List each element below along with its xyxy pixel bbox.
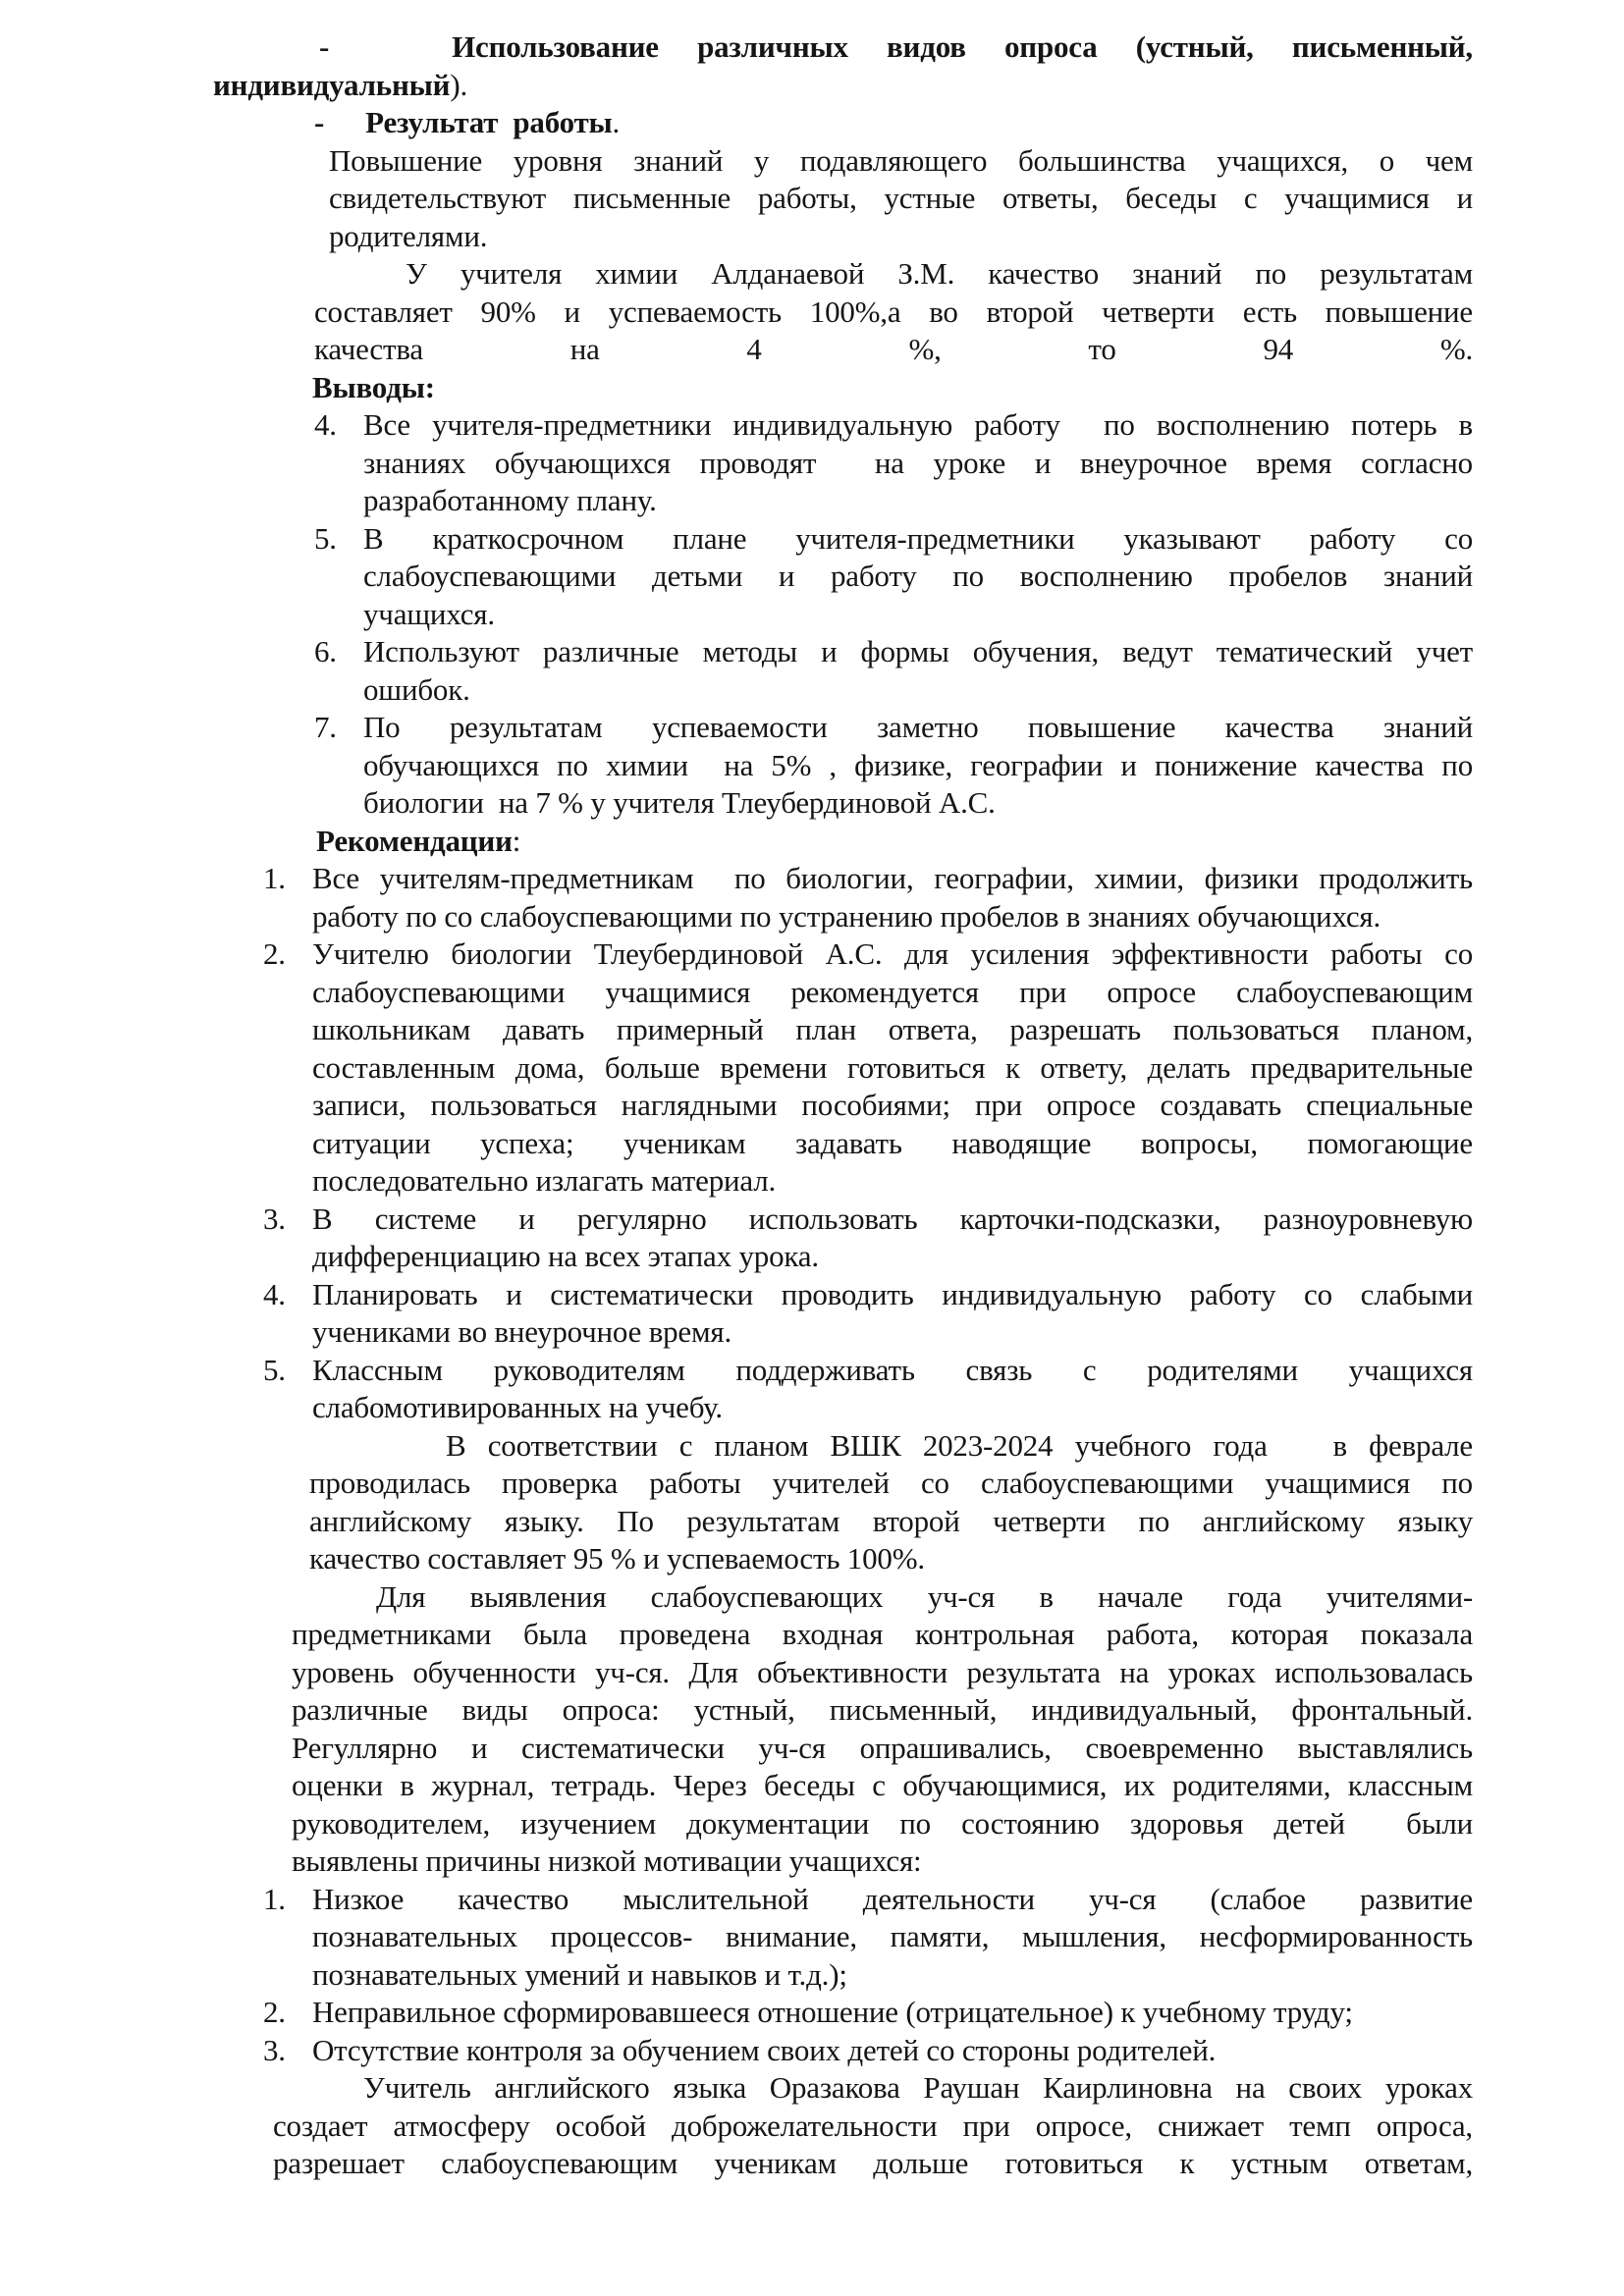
conclusion-item-4-line-2 bbox=[363, 445, 1473, 483]
conclusion-item-6-line-2 bbox=[363, 671, 1473, 710]
conclusion-item-5-line-2 bbox=[363, 558, 1473, 596]
conclusion-item-4-number-marker: 4. bbox=[314, 407, 337, 442]
recommendation-item-3-number-marker: 3. bbox=[263, 1201, 286, 1236]
recommendation-item-2-line-4 bbox=[312, 1049, 1473, 1088]
recommendation-item-4-number-marker: 4. bbox=[263, 1276, 286, 1311]
bullet-work-result-text: Результат работы bbox=[365, 105, 613, 139]
recommendation-item-2-text: составленным дома, больше времени готовиться к ответу, делать предварительные bbox=[312, 1049, 1473, 1085]
cause-item-1-text: познавательных умений и навыков и т.д.); bbox=[312, 1956, 847, 1992]
conclusion-item-5-line-1 bbox=[314, 520, 1473, 559]
bullet-work-result-line-1 bbox=[213, 104, 1473, 142]
bullet-survey-types-text: - bbox=[319, 29, 330, 64]
para-entry-test-line-6 bbox=[292, 1767, 1473, 1805]
conclusion-item-5-text: учащихся. bbox=[363, 596, 495, 631]
recommendation-item-1-line-1 bbox=[263, 860, 1473, 898]
conclusion-item-7-text: обучающихся по химии на 5% , физике, географии и понижение качества по bbox=[363, 747, 1473, 782]
bullet-survey-types-line-2 bbox=[213, 67, 1473, 105]
para-chemistry-teacher-text: качества на 4 %, то 94 %. bbox=[314, 332, 1473, 366]
conclusion-item-4-text: Все учителя-предметники индивидуальную работу по восполнению потерь в bbox=[363, 407, 1473, 442]
conclusion-item-6-number-marker: 6. bbox=[314, 634, 337, 668]
heading-recommendations-line-1 bbox=[316, 823, 1473, 861]
para-entry-test-text: оценки в журнал, тетрадь. Через беседы с обучающимися, их родителями, классным bbox=[292, 1768, 1473, 1802]
para-vshk-plan-line-3 bbox=[309, 1503, 1473, 1541]
conclusion-item-4-line-1 bbox=[314, 406, 1473, 445]
para-entry-test-line-7 bbox=[292, 1805, 1473, 1843]
recommendation-item-2-number-marker: 2. bbox=[263, 936, 286, 971]
conclusion-item-7-text: биологии на 7 % у учителя Тлеубердиновой А.С. bbox=[363, 785, 996, 820]
conclusion-item-5-text: В краткосрочном плане учителя-предметники указывают работу со bbox=[363, 520, 1473, 556]
recommendation-item-5-line-2 bbox=[312, 1389, 1473, 1427]
para-entry-test-line-8 bbox=[292, 1842, 1473, 1881]
para-knowledge-increase-line-1 bbox=[329, 142, 1473, 181]
conclusion-item-6-text: Используют различные методы и формы обучения, ведут тематический учет bbox=[363, 634, 1473, 668]
para-entry-test-text: выявлены причины низкой мотивации учащихся: bbox=[292, 1843, 922, 1878]
recommendation-item-5-line-1 bbox=[263, 1352, 1473, 1390]
para-chemistry-teacher-line-1 bbox=[314, 255, 1473, 294]
conclusion-item-7-text: По результатам успеваемости заметно повышение качества знаний bbox=[363, 710, 1473, 744]
cause-item-2-text: Неправильное сформировавшееся отношение (отрицательное) к учебному труду; bbox=[312, 1995, 1353, 2029]
para-entry-test-line-3 bbox=[292, 1654, 1473, 1692]
recommendation-item-1-text: работу по со слабоуспевающими по устранению пробелов в знаниях обучающихся. bbox=[312, 898, 1381, 934]
heading-recommendations-text: Рекомендации bbox=[316, 823, 513, 858]
conclusion-item-7-line-3 bbox=[363, 784, 1473, 823]
para-chemistry-teacher-line-2 bbox=[314, 294, 1473, 332]
conclusion-item-7-line-2 bbox=[363, 747, 1473, 785]
para-vshk-plan-line-1 bbox=[309, 1427, 1473, 1466]
conclusion-item-7-number-marker: 7. bbox=[314, 710, 337, 744]
recommendation-item-1-number-marker: 1. bbox=[263, 861, 286, 895]
para-vshk-plan-line-4 bbox=[309, 1540, 1473, 1578]
para-vshk-plan-line-2 bbox=[309, 1465, 1473, 1503]
para-entry-test-line-1 bbox=[292, 1578, 1473, 1617]
para-chemistry-teacher-line-3 bbox=[314, 331, 1473, 369]
conclusion-item-4-line-3 bbox=[363, 482, 1473, 520]
para-vshk-plan-text: В соответствии с планом ВШК 2023-2024 учебного года в феврале bbox=[446, 1427, 1473, 1463]
para-entry-test-line-5 bbox=[292, 1730, 1473, 1768]
para-english-teacher-line-1 bbox=[273, 2069, 1473, 2108]
recommendation-item-2-line-1 bbox=[263, 935, 1473, 974]
conclusion-item-5-number-marker: 5. bbox=[314, 520, 337, 556]
para-vshk-plan-text: качество составляет 95 % и успеваемость 100%. bbox=[309, 1541, 925, 1575]
para-english-teacher-text: разрешает слабоуспевающим ученикам дольше готовиться к устным ответам, bbox=[273, 2146, 1473, 2180]
para-entry-test-text: уровень обученности уч-ся. Для объективности результата на уроках использовалась bbox=[292, 1654, 1473, 1689]
conclusion-item-6-text: ошибок. bbox=[363, 671, 470, 707]
recommendation-item-3-text: дифференциацию на всех этапах урока. bbox=[312, 1239, 819, 1273]
para-english-teacher-text: Учитель английского языка Оразакова Раушан Каирлиновна на своих уроках bbox=[363, 2070, 1473, 2105]
para-english-teacher-line-2 bbox=[273, 2108, 1473, 2146]
cause-item-3-line-1 bbox=[263, 2032, 1473, 2070]
recommendation-item-2-line-7 bbox=[312, 1162, 1473, 1201]
conclusion-item-5-line-3 bbox=[363, 596, 1473, 634]
para-entry-test-text: Регуллярно и систематически уч-ся опрашивались, своевременно выставлялись bbox=[292, 1730, 1473, 1765]
para-knowledge-increase-line-3 bbox=[329, 218, 1473, 256]
bullet-survey-types-text: индивидуальный bbox=[213, 67, 451, 102]
recommendation-item-4-line-2 bbox=[312, 1313, 1473, 1352]
recommendation-item-4-text: учениками во внеурочное время. bbox=[312, 1314, 732, 1349]
para-chemistry-teacher-text: У учителя химии Алданаевой З.М. качество знаний по результатам bbox=[406, 256, 1473, 291]
cause-item-1-number-marker: 1. bbox=[263, 1881, 286, 1916]
cause-item-1-line-2 bbox=[312, 1918, 1473, 1956]
para-vshk-plan-text: английскому языку. По результатам второй четверти по английскому языку bbox=[309, 1503, 1473, 1538]
recommendation-item-2-text: последовательно излагать материал. bbox=[312, 1163, 777, 1198]
cause-item-1-text: познавательных процессов- внимание, памяти, мышления, несформированность bbox=[312, 1919, 1473, 1953]
recommendation-item-1-text: Все учителям-предметникам по биологии, географии, химии, физики продолжить bbox=[312, 861, 1473, 895]
recommendation-item-5-text: Классным руководителям поддерживать связь с родителями учащихся bbox=[312, 1352, 1473, 1387]
recommendation-item-2-text: школьникам давать примерный план ответа, разрешать пользоваться планом, bbox=[312, 1012, 1473, 1046]
para-entry-test-text: Для выявления слабоуспевающих уч-ся в начале года учителями- bbox=[376, 1578, 1473, 1614]
para-english-teacher-line-3 bbox=[273, 2145, 1473, 2183]
recommendation-item-2-line-5 bbox=[312, 1087, 1473, 1125]
cause-item-3-number-marker: 3. bbox=[263, 2032, 286, 2067]
para-vshk-plan-text: проводилась проверка работы учителей со слабоуспевающими учащимися по bbox=[309, 1466, 1473, 1500]
bullet-survey-types-line-1 bbox=[213, 28, 1473, 67]
para-entry-test-text: предметниками была проведена входная контрольная работа, которая показала bbox=[292, 1617, 1473, 1651]
conclusion-item-6-line-1 bbox=[314, 633, 1473, 671]
recommendation-item-2-text: Учителю биологии Тлеубердиновой А.С. для усиления эффективности работы со bbox=[312, 936, 1473, 971]
para-knowledge-increase-line-2 bbox=[329, 180, 1473, 218]
cause-item-2-line-1 bbox=[263, 1994, 1473, 2032]
recommendation-item-3-text: В системе и регулярно использовать карточки-подсказки, разноуровневую bbox=[312, 1201, 1473, 1236]
cause-item-2-number-marker: 2. bbox=[263, 1995, 286, 2029]
heading-conclusions-text: Выводы: bbox=[312, 369, 435, 404]
cause-item-3-text: Отсутствие контроля за обучением своих детей со стороны родителей. bbox=[312, 2032, 1217, 2067]
recommendation-item-2-text: слабоуспевающими учащимися рекомендуется при опросе слабоуспевающим bbox=[312, 974, 1473, 1009]
recommendation-item-3-line-1 bbox=[263, 1201, 1473, 1239]
bullet-survey-types-text: ). bbox=[450, 67, 468, 102]
bullet-work-result-text: . bbox=[612, 105, 621, 139]
bullet-survey-types-text: Использование различных видов опроса (устный, письменный, bbox=[452, 29, 1473, 64]
para-chemistry-teacher-text: составляет 90% и успеваемость 100%,а во второй четверти есть повышение bbox=[314, 294, 1473, 329]
heading-recommendations-text: : bbox=[512, 823, 521, 858]
recommendation-item-5-text: слабомотивированных на учебу. bbox=[312, 1390, 723, 1424]
recommendation-item-4-line-1 bbox=[263, 1276, 1473, 1314]
para-entry-test-text: руководителем, изучением документации по состоянию здоровья детей были bbox=[292, 1805, 1473, 1841]
recommendation-item-2-text: ситуации успеха; ученикам задавать наводящие вопросы, помогающие bbox=[312, 1125, 1473, 1160]
recommendation-item-2-text: записи, пользоваться наглядными пособиями; при опросе создавать специальные bbox=[312, 1088, 1473, 1122]
conclusion-item-4-text: разработанному плану. bbox=[363, 483, 657, 517]
cause-item-1-line-3 bbox=[312, 1956, 1473, 1995]
bullet-work-result-text: - bbox=[314, 105, 325, 139]
para-knowledge-increase-text: Повышение уровня знаний у подавляющего большинства учащихся, о чем bbox=[329, 142, 1473, 178]
recommendation-item-1-line-2 bbox=[312, 898, 1473, 936]
recommendation-item-2-line-3 bbox=[312, 1011, 1473, 1049]
cause-item-1-text: Низкое качество мыслительной деятельности уч-ся (слабое развитие bbox=[312, 1881, 1473, 1916]
heading-conclusions-line-1 bbox=[312, 369, 1473, 407]
recommendation-item-2-line-6 bbox=[312, 1125, 1473, 1163]
conclusion-item-4-text: знаниях обучающихся проводят на уроке и внеурочное время согласно bbox=[363, 445, 1473, 480]
para-entry-test-text: различные виды опроса: устный, письменный, индивидуальный, фронтальный. bbox=[292, 1692, 1473, 1727]
para-knowledge-increase-text: родителями. bbox=[329, 218, 488, 253]
para-entry-test-line-2 bbox=[292, 1616, 1473, 1654]
conclusion-item-7-line-1 bbox=[314, 709, 1473, 747]
conclusion-item-5-text: слабоуспевающими детьми и работу по восполнению пробелов знаний bbox=[363, 559, 1473, 593]
recommendation-item-2-line-2 bbox=[312, 974, 1473, 1012]
recommendation-item-4-text: Планировать и систематически проводить индивидуальную работу со слабыми bbox=[312, 1276, 1473, 1311]
para-knowledge-increase-text: свидетельствуют письменные работы, устные ответы, беседы с учащимися и bbox=[329, 181, 1473, 215]
para-english-teacher-text: создает атмосферу особой доброжелательности при опросе, снижает темп опроса, bbox=[273, 2108, 1473, 2143]
recommendation-item-3-line-2 bbox=[312, 1238, 1473, 1276]
cause-item-1-line-1 bbox=[263, 1881, 1473, 1919]
recommendation-item-5-number-marker: 5. bbox=[263, 1352, 286, 1387]
para-entry-test-line-4 bbox=[292, 1691, 1473, 1730]
